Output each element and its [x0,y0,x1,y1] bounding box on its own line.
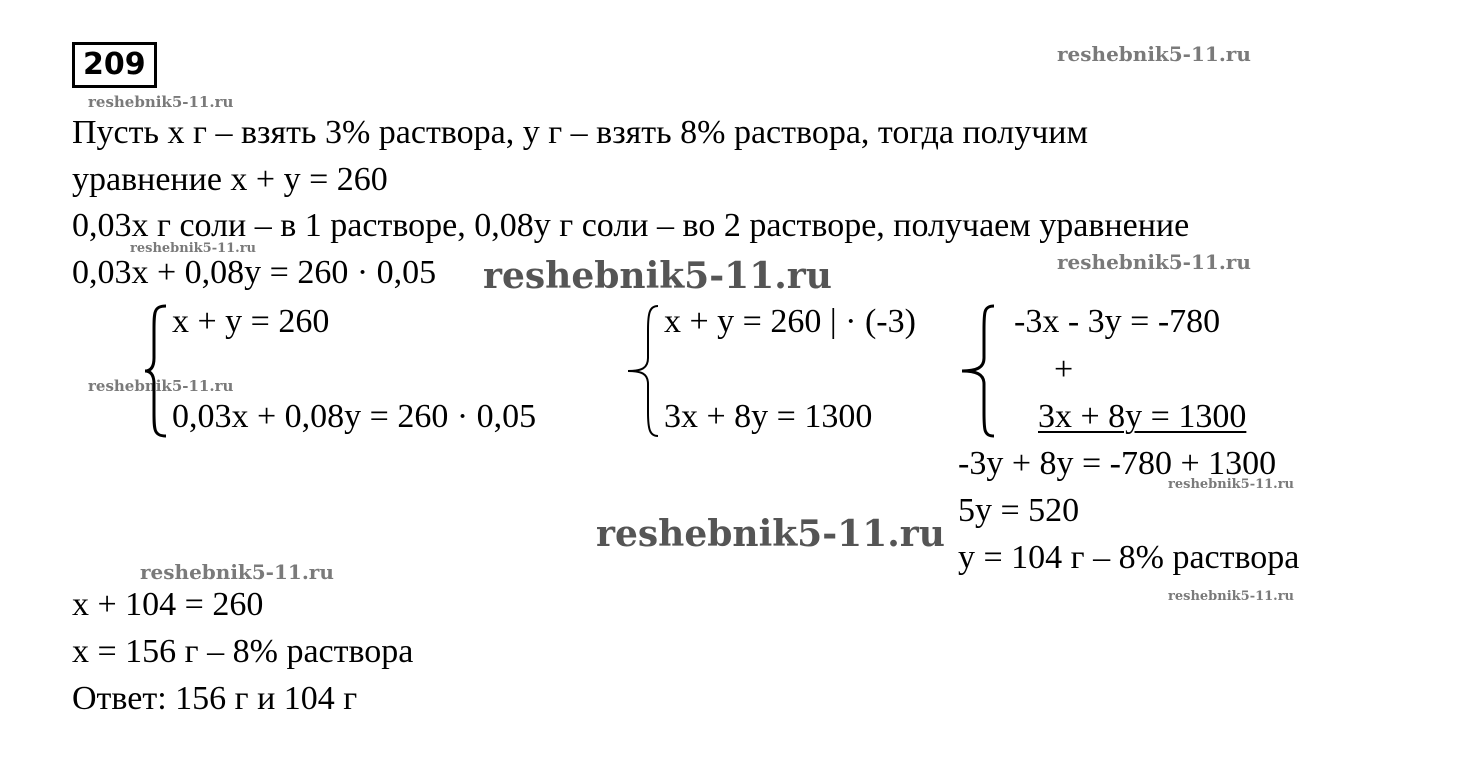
problem-number: 209 [72,42,157,88]
text-line: уравнение x + y = 260 [72,161,388,198]
watermark: reshebnik5-11.ru [88,377,234,395]
solution-line: y = 104 г – 8% раствора [958,539,1300,576]
watermark: reshebnik5-11.ru [1168,477,1295,492]
system3-plus: + [1054,351,1074,388]
text-line: 0,03x + 0,08y = 260 · 0,05 [72,254,437,291]
solution-line: x = 156 г – 8% раствора [72,633,414,670]
watermark: reshebnik5-11.ru [483,255,832,297]
system1-eq2: 0,03x + 0,08y = 260 · 0,05 [172,398,537,435]
left-brace-icon [142,302,172,440]
system2-eq2: 3x + 8y = 1300 [664,398,873,435]
left-brace-icon [624,302,664,440]
watermark: reshebnik5-11.ru [596,513,945,555]
watermark: reshebnik5-11.ru [1057,42,1251,66]
watermark: reshebnik5-11.ru [88,93,234,111]
watermark: reshebnik5-11.ru [140,560,334,584]
left-brace-icon [958,302,998,440]
watermark: reshebnik5-11.ru [130,241,257,256]
solution-line: 5y = 520 [958,492,1080,529]
solution-line: -3y + 8y = -780 + 1300 [958,445,1277,482]
system2-eq1: x + y = 260 | · (-3) [664,303,916,340]
text-line: 0,03x г соли – в 1 растворе, 0,08y г соли – во 2 растворе, получаем уравнение [72,207,1190,244]
system1-eq1: x + y = 260 [172,303,330,340]
solution-line: x + 104 = 260 [72,586,264,623]
watermark: reshebnik5-11.ru [1168,589,1295,604]
watermark: reshebnik5-11.ru [1057,250,1251,274]
system3-eq2: 3x + 8y = 1300 [1038,398,1247,435]
system3-eq1: -3x - 3y = -780 [1014,303,1221,340]
text-line: Пусть x г – взять 3% раствора, y г – взять 8% раствора, тогда получим [72,114,1088,151]
answer-line: Ответ: 156 г и 104 г [72,680,358,717]
